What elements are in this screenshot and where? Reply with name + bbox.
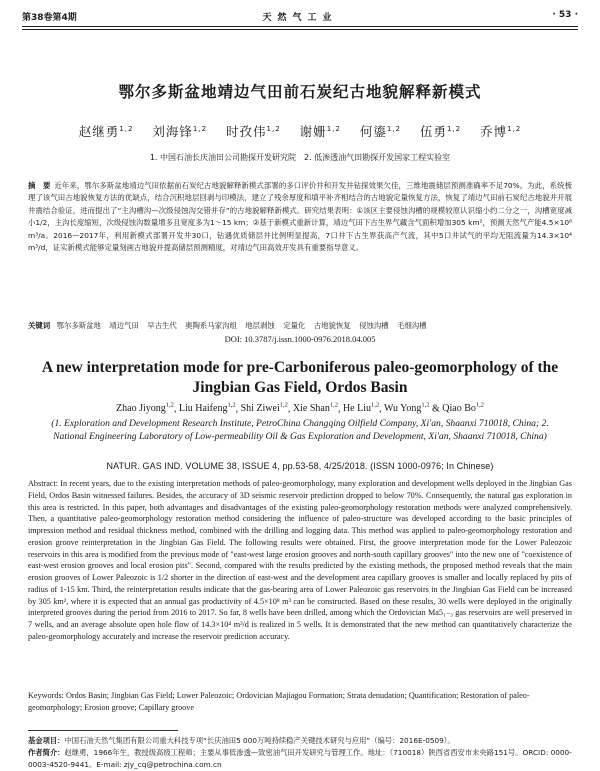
- author: 乔博$^{1,2}$: [480, 124, 522, 139]
- chinese-authors: [0, 122, 600, 140]
- author: Wu Yong$^{1,2}$: [383, 402, 430, 415]
- keyword: 靖边气田: [109, 321, 139, 330]
- abstract-text: 近年来，鄂尔多斯盆地靖边气田依据前石炭纪古地貌解释新模式部署的多口评价井和开发井钻探效果欠佳，三维地震储层预测准确率不足70%。为此，系统梳理了该气田古地貌恢复方法的优缺点，结合沉积地层回剥与印模法，建立了残余厚度和填平补齐相结合的古地貌定量恢复方法，恢复了靖边气田前石炭纪古地貌并开展井震结合验证，进而提出了“主沟槽沟—次级侵蚀沟交错并存”的古地貌解释新模式。研究结果表明：①该区主要侵蚀沟槽的规模较原认识缩小约二分之一，沟槽宽度减小1/2，主沟长度缩短，次级侵蚀沟数量增多且宽度多为1～15 km；②基于新模式重新计算，靖边气田下古生界气藏含气面积增加305 km²，预测天然气产能4.5×10⁸ m³/a。2016—2017年，利用新模式部署开发井30口，钻遇优质储层井比例明显提高，7口井下古生界获高产气流，其中5口井试气的平均无阻流量为14.3×10⁴ m³/d，证实新模式能够定量刻画古地貌并提高储层预测精度，对靖边气田高效开发具有重要指导意义。: [28, 181, 572, 253]
- abstract-label: Abstract:: [28, 479, 59, 488]
- footnote-rule: [28, 730, 178, 731]
- chinese-keywords: [28, 320, 572, 331]
- doi[interactable]: DOI: 10.3787/j.issn.1000-0976.2018.04.005: [224, 334, 376, 344]
- author: 赵继勇$^{1,2}$: [78, 124, 134, 139]
- author: 时孜伟$^{1,2}$: [226, 124, 281, 139]
- header-rule-thin: [22, 29, 578, 30]
- fund-text: 中国石油天然气集团有限公司重大科技专项“长庆油田5 000万吨持续稳产关键技术研究与应用”（编号：2016E-0509）。: [64, 736, 455, 745]
- fund-footnote: [28, 735, 572, 747]
- author-bio-label: 作者简介：: [28, 748, 65, 757]
- author: He Liu$^{1,2}$: [342, 402, 380, 415]
- author: 伍勇$^{1,2}$: [419, 124, 462, 139]
- author: 刘海锋$^{1,2}$: [152, 124, 208, 139]
- page-number: · 53 ·: [552, 10, 578, 20]
- keyword: 毛细沟槽: [397, 321, 427, 330]
- keywords-text: Ordos Basin; Jingbian Gas Field; Lower Paleozoic; Ordovician Majiagou Formation; Strata denudation; Quantification; Restoration of paleo-geomorphology; Erosion groove; Capillary groove: [28, 691, 530, 712]
- journal-name: 天然气工业: [262, 13, 338, 23]
- author: Xie Shan$^{1,2}$: [292, 402, 338, 415]
- fund-label: 基金项目：: [28, 736, 65, 745]
- author: Liu Haifeng$^{1,2}$: [178, 402, 236, 415]
- author: Qiao Bo$^{1,2}$: [442, 402, 484, 415]
- author-footnote: [28, 747, 572, 770]
- english-affiliations: (1. Exploration and Development Research Institute, PetroChina Changqing Oilfield Company, Xi'an, Shaanxi 710018, China; 2. National Engineering Laboratory of Low-permeability Oil & Gas Exploration and Development, Xi'an, Shaanxi 710018, China): [51, 418, 549, 442]
- running-header: [22, 8, 578, 24]
- english-abstract: [28, 478, 572, 643]
- chinese-abstract: [28, 180, 572, 254]
- keyword: 古地貌恢复: [313, 321, 351, 330]
- english-keywords: [28, 690, 572, 714]
- english-authors: Zhao Jiyong$^{1,2}$, Liu Haifeng$^{1,2}$, Shi Ziwei$^{1,2}$, Xie Shan$^{1,2}$, He Liu$^{1,2}$, Wu Yong$^{1,2}$ & Qiao Bo$^{1,2}$: [116, 402, 484, 415]
- abstract-text: In recent years, due to the existing interpretation methods of paleo-geomorphology, many exploration and development wells deployed in the Jingbian Gas Field, Ordos Basin witnessed failures. Besides, the accuracy of 3D seismic reservoir prediction dropped to below 70%. Consequently, the natural gas exploration in this area is restricted. In this paper, both advantages and disadvantages of the existing paleo-geomorphology restoration methods were analyzed comprehensively. Then, a quantitative paleo-geomorphology restoration method considering the influence of paleo-structure was developed according to the basic principles of impression method and residual thickness method, combined with the drilling and logging data. This method was applied to paleo-geomorphology restoration and erosion groove reinterpretation in the Jingbian Gas Field. The following results were obtained. First, the groove interpretation mode for the Lower Paleozoic reservoirs in this area is modified from the previous mode of "east-west large erosion grooves and north-south capillary grooves" into the new one of "coexistence of east-west erosion grooves and local erosion pits". Second, compared with the results predicted by the existing methods, the proposed method reveals that the main erosion grooves of Lower Paleozoic is 1/2 shorter in the direction of east-west and the development area capillary grooves is smaller and locally replaced by pits of radius of 1-15 km. Third, the reinterpretation results indicate that the gas-bearing area of Lower Paleozoic gas reservoirs in the Jingbian Gas Field can be increased by 305 km², where it is expected that an annual gas productivity of 4.5×10⁸ m³ can be constructed. Based on these results, 30 wells were deployed in the originally interpreted grooves during the period from 2016 to 2017. So far, 8 wells have been drilled, among which the Ordovician Ma5₁₋₃ gas reservoirs are well preserved in 7 wells, and an average absolute open hole flow of 14.3×10⁴ m³/d is realized in 5 wells. It is demonstrated that the new method can quantitatively characterize the paleo-geomorphology accurately and increase the reservoir prediction accuracy.: [28, 479, 572, 641]
- author-bio-text: 赵继勇，1966年生，教授级高级工程师；主要从事低渗透—致密油气田开发研究与管理工作。地址：（710018）陕西省西安市未央路151号。ORCID: 0000-0003-4520-9441。E-mail: zjy_cq@petrochina.com.cn: [28, 748, 572, 769]
- header-rule: [22, 26, 578, 27]
- volume-issue: 第38卷第4期: [22, 13, 77, 23]
- author: 谢姗$^{1,2}$: [299, 124, 341, 139]
- keyword: 定量化: [283, 321, 306, 330]
- citation-line: NATUR. GAS IND. VOLUME 38, ISSUE 4, pp.53-58, 4/25/2018. (ISSN 1000-0976; In Chinese): [106, 461, 494, 471]
- keyword: 侵蚀沟槽: [359, 321, 389, 330]
- chinese-title: 鄂尔多斯盆地靖边气田前石炭纪古地貌解释新模式: [118, 83, 482, 101]
- chinese-affiliations: 1. 中国石油长庆油田公司勘探开发研究院 2. 低渗透油气田勘探开发国家工程实验室: [149, 153, 451, 162]
- english-title: A new interpretation mode for pre-Carboniferous paleo-geomorphology of the Jingbian Gas Field, Ordos Basin: [41, 359, 559, 396]
- keyword: 奥陶系马家沟组: [185, 321, 237, 330]
- keyword: 地层剥蚀: [245, 321, 275, 330]
- author: 何鎏$^{1,2}$: [359, 124, 401, 139]
- keyword: 鄂尔多斯盆地: [56, 321, 101, 330]
- author: Shi Ziwei$^{1,2}$: [240, 402, 288, 415]
- keywords-label: 关键词: [28, 321, 51, 330]
- abstract-label: 摘 要: [28, 181, 51, 190]
- keyword: 早古生代: [147, 321, 177, 330]
- author: Zhao Jiyong$^{1,2}$: [116, 402, 174, 415]
- keywords-label: Keywords:: [28, 691, 64, 700]
